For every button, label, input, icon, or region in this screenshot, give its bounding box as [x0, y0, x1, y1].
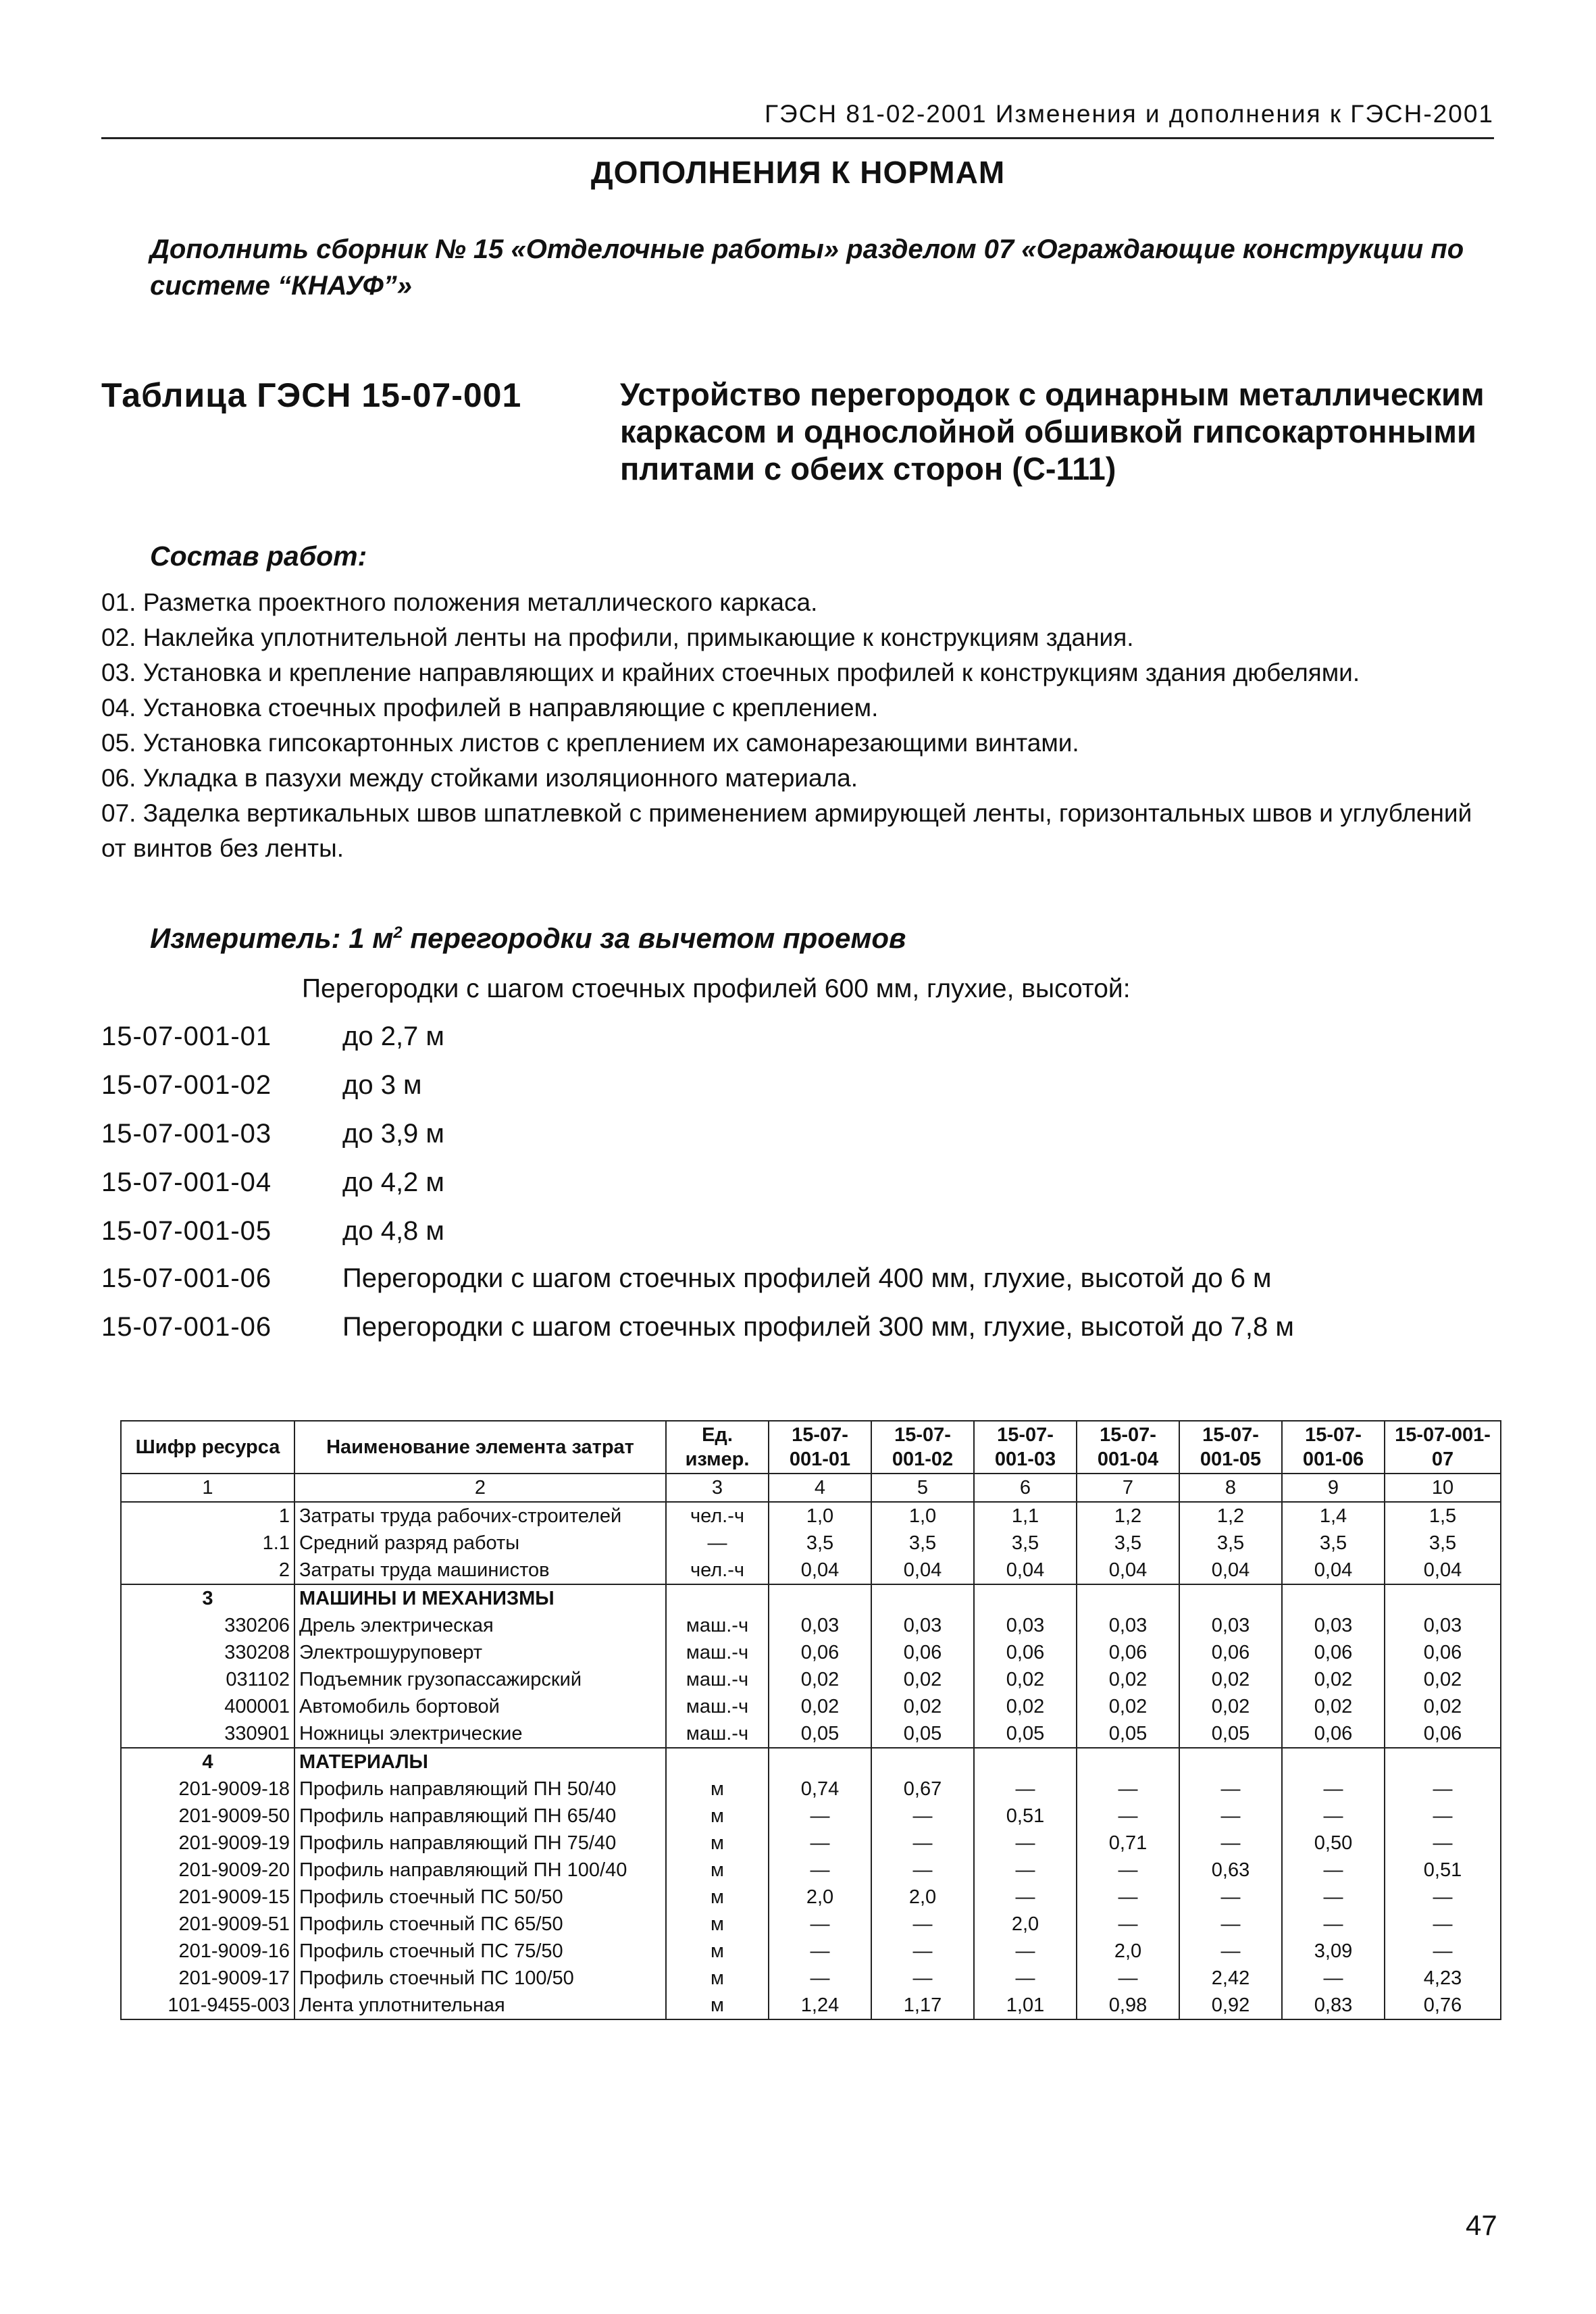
work-item: 04. Установка стоечных профилей в направляющие с креплением. [101, 694, 879, 722]
norm-value: 0,02 [974, 1666, 1077, 1693]
group-title-row [121, 1584, 1501, 1612]
norm-value: 0,04 [1385, 1557, 1501, 1584]
norm-value: 0,02 [1282, 1666, 1385, 1693]
resource-name: Профиль направляющий ПН 65/40 [294, 1803, 666, 1830]
empty-cell [1077, 1748, 1179, 1776]
resource-unit: м [666, 1911, 769, 1938]
resource-name: Профиль стоечный ПС 75/50 [294, 1938, 666, 1965]
norm-value: 0,02 [1077, 1666, 1179, 1693]
table-row [121, 1776, 1501, 1803]
norm-code: 15-07-001-02 [101, 1070, 272, 1100]
norm-value: 0,02 [871, 1666, 974, 1693]
norm-code: 15-07-001-01 [101, 1022, 272, 1051]
work-item: 03. Установка и крепление направляющих и крайних стоечных профилей к конструкциям здания дюбелями. [101, 659, 1360, 686]
norm-value: 2,42 [1179, 1965, 1282, 1992]
resource-name: Подъемник грузопассажирский [294, 1666, 666, 1693]
resource-code: 400001 [121, 1693, 294, 1720]
table-label: Таблица ГЭСН 15-07-001 [101, 376, 522, 414]
norm-value: — [1385, 1803, 1501, 1830]
norm-value: 0,63 [1179, 1857, 1282, 1884]
norm-value: — [1282, 1884, 1385, 1911]
norm-value: 3,5 [1385, 1530, 1501, 1557]
norm-code: 15-07-001-05 [101, 1216, 272, 1246]
norm-value: — [769, 1911, 871, 1938]
empty-cell [1282, 1584, 1385, 1612]
norm-value: 0,51 [974, 1803, 1077, 1830]
norm-value: 2,0 [974, 1911, 1077, 1938]
norm-value: — [1077, 1884, 1179, 1911]
norm-value: — [1179, 1803, 1282, 1830]
norm-value: — [1179, 1911, 1282, 1938]
resource-unit: маш.-ч [666, 1666, 769, 1693]
norm-value: 0,06 [769, 1639, 871, 1666]
norm-value: — [1077, 1911, 1179, 1938]
resource-unit: м [666, 1965, 769, 1992]
work-item: 05. Установка гипсокартонных листов с креплением их самонарезающими винтами. [101, 729, 1079, 757]
norm-value: — [1385, 1938, 1501, 1965]
norm-code: 15-07-001-06 [101, 1263, 272, 1293]
column-header: Наименование элемента затрат [294, 1421, 666, 1474]
resource-unit: маш.-ч [666, 1612, 769, 1639]
labor-group [121, 1502, 1501, 1584]
norm-value: 0,92 [1179, 1992, 1282, 2019]
norm-value: 3,5 [974, 1530, 1077, 1557]
table-row [121, 1938, 1501, 1965]
norm-description: до 3,9 м [342, 1119, 444, 1149]
table-row [121, 1992, 1501, 2019]
table-row [121, 1965, 1501, 1992]
norm-value: 0,05 [974, 1720, 1077, 1748]
empty-cell [1282, 1748, 1385, 1776]
empty-cell [769, 1584, 871, 1612]
norm-value: 0,06 [974, 1639, 1077, 1666]
norm-value: 0,71 [1077, 1830, 1179, 1857]
norm-value: — [871, 1938, 974, 1965]
table-row [121, 1803, 1501, 1830]
norm-value: 0,06 [1385, 1639, 1501, 1666]
norm-value: — [1282, 1911, 1385, 1938]
resource-name: Профиль направляющий ПН 75/40 [294, 1830, 666, 1857]
norm-value: 0,06 [1282, 1639, 1385, 1666]
resource-code: 201-9009-15 [121, 1884, 294, 1911]
norm-value: 0,03 [769, 1612, 871, 1639]
empty-cell [1179, 1748, 1282, 1776]
norm-code: 15-07-001-06 [101, 1312, 272, 1342]
machinery-group [121, 1584, 1501, 1748]
empty-cell [666, 1748, 769, 1776]
norm-value: 0,02 [1179, 1693, 1282, 1720]
empty-cell [1385, 1748, 1501, 1776]
norm-value: — [871, 1830, 974, 1857]
norm-value: — [1179, 1830, 1282, 1857]
resource-code: 031102 [121, 1666, 294, 1693]
table-row [121, 1884, 1501, 1911]
empty-cell [974, 1748, 1077, 1776]
norm-description: до 2,7 м [342, 1022, 444, 1051]
norm-value: 0,02 [974, 1693, 1077, 1720]
table-row [121, 1530, 1501, 1557]
norm-value: — [1179, 1884, 1282, 1911]
norm-value: 1,1 [974, 1502, 1077, 1530]
norm-value: 0,06 [1282, 1720, 1385, 1748]
table-row [121, 1693, 1501, 1720]
norm-value: — [1077, 1857, 1179, 1884]
norm-value: — [1077, 1803, 1179, 1830]
norm-value: 0,83 [1282, 1992, 1385, 2019]
norm-value: 0,04 [871, 1557, 974, 1584]
norm-value: — [1385, 1776, 1501, 1803]
column-number: 2 [294, 1474, 666, 1502]
norm-value: 3,5 [1077, 1530, 1179, 1557]
norm-value: 1,24 [769, 1992, 871, 2019]
empty-cell [666, 1584, 769, 1612]
norm-value: 0,05 [769, 1720, 871, 1748]
table-row [121, 1639, 1501, 1666]
norm-value: — [1282, 1803, 1385, 1830]
resource-unit: чел.-ч [666, 1557, 769, 1584]
norm-value: 0,06 [1179, 1639, 1282, 1666]
norm-value: 1,2 [1179, 1502, 1282, 1530]
resource-name: Лента уплотнительная [294, 1992, 666, 2019]
norm-value: 0,67 [871, 1776, 974, 1803]
table-row [121, 1557, 1501, 1584]
resource-name: Профиль направляющий ПН 50/40 [294, 1776, 666, 1803]
section-title: ДОПОЛНЕНИЯ К НОРМАМ [590, 155, 1006, 190]
resource-code: 201-9009-16 [121, 1938, 294, 1965]
norm-value: — [769, 1938, 871, 1965]
norm-value: 0,06 [1385, 1720, 1501, 1748]
resource-code: 201-9009-50 [121, 1803, 294, 1830]
column-number: 9 [1282, 1474, 1385, 1502]
norm-value: 0,03 [1179, 1612, 1282, 1639]
norm-value: 0,74 [769, 1776, 871, 1803]
column-number: 5 [871, 1474, 974, 1502]
meter-superscript: 2 [393, 924, 403, 942]
resource-name: Профиль стоечный ПС 100/50 [294, 1965, 666, 1992]
norm-value: 0,03 [1282, 1612, 1385, 1639]
column-header: Шифр ресурса [121, 1421, 294, 1474]
norm-value: 0,50 [1282, 1830, 1385, 1857]
table-row [121, 1830, 1501, 1857]
table-row [121, 1502, 1501, 1530]
norm-value: 0,03 [1077, 1612, 1179, 1639]
norm-value: — [1282, 1965, 1385, 1992]
norm-value: 0,98 [1077, 1992, 1179, 2019]
norm-value: — [1077, 1965, 1179, 1992]
resource-name: Профиль направляющий ПН 100/40 [294, 1857, 666, 1884]
norm-value: 0,04 [1179, 1557, 1282, 1584]
table-row [121, 1666, 1501, 1693]
column-number: 4 [769, 1474, 871, 1502]
norm-value: 0,03 [1385, 1612, 1501, 1639]
norm-code: 15-07-001-03 [101, 1119, 272, 1149]
norm-value: — [1077, 1776, 1179, 1803]
norm-description: до 4,8 м [342, 1216, 444, 1246]
column-header: 15-07-001-05 [1179, 1421, 1282, 1474]
norm-value: 0,03 [871, 1612, 974, 1639]
resource-code: 330901 [121, 1720, 294, 1748]
meter-line [150, 922, 906, 955]
work-item: 07. Заделка вертикальных швов шпатлевкой с применением армирующей ленты, горизонтальных швов и углублений от винтов без ленты. [101, 799, 1472, 862]
column-header: Ед. измер. [666, 1421, 769, 1474]
norm-value: 0,76 [1385, 1992, 1501, 2019]
norm-value: 0,02 [769, 1693, 871, 1720]
group-code: 4 [121, 1748, 294, 1776]
table-row [121, 1911, 1501, 1938]
column-header: 15-07-001-07 [1385, 1421, 1501, 1474]
column-header: 15-07-001-02 [871, 1421, 974, 1474]
resource-name: Затраты труда машинистов [294, 1557, 666, 1584]
group-code: 3 [121, 1584, 294, 1612]
norm-value: 0,02 [1179, 1666, 1282, 1693]
norm-value: 3,5 [871, 1530, 974, 1557]
norm-value: 2,0 [1077, 1938, 1179, 1965]
norm-value: 0,02 [1385, 1693, 1501, 1720]
norm-value: 0,06 [1077, 1639, 1179, 1666]
resource-unit: м [666, 1830, 769, 1857]
norm-value: — [871, 1803, 974, 1830]
resource-code: 330208 [121, 1639, 294, 1666]
column-header: 15-07-001-04 [1077, 1421, 1179, 1474]
resource-unit: м [666, 1776, 769, 1803]
norm-value: — [974, 1830, 1077, 1857]
resource-code: 1 [121, 1502, 294, 1530]
table-row [121, 1857, 1501, 1884]
norm-value: — [974, 1884, 1077, 1911]
empty-cell [871, 1748, 974, 1776]
norm-value: 1,2 [1077, 1502, 1179, 1530]
resource-code: 2 [121, 1557, 294, 1584]
resource-unit: — [666, 1530, 769, 1557]
resource-code: 201-9009-19 [121, 1830, 294, 1857]
norm-value: — [974, 1938, 1077, 1965]
norm-value: 4,23 [1385, 1965, 1501, 1992]
norm-value: 3,5 [1282, 1530, 1385, 1557]
materials-group [121, 1748, 1501, 2019]
norm-value: — [871, 1857, 974, 1884]
norm-value: 0,05 [871, 1720, 974, 1748]
group-title: МАШИНЫ И МЕХАНИЗМЫ [294, 1584, 666, 1612]
norm-value: 0,04 [1282, 1557, 1385, 1584]
resource-unit: м [666, 1938, 769, 1965]
norm-value: 0,02 [1077, 1693, 1179, 1720]
norm-value: 1,17 [871, 1992, 974, 2019]
norm-value: — [1179, 1938, 1282, 1965]
empty-cell [1077, 1584, 1179, 1612]
intro-paragraph: Дополнить сборник № 15 «Отделочные работы» разделом 07 «Ограждающие конструкции по системе “КНАУФ”» [150, 234, 1464, 301]
resource-name: Профиль стоечный ПС 50/50 [294, 1884, 666, 1911]
norm-value: — [769, 1830, 871, 1857]
norm-value: 0,02 [769, 1666, 871, 1693]
column-number: 1 [121, 1474, 294, 1502]
meter-prefix: Измеритель: 1 м [150, 922, 394, 954]
group-title-row [121, 1748, 1501, 1776]
norm-value: 1,0 [871, 1502, 974, 1530]
resource-name: Средний разряд работы [294, 1530, 666, 1557]
norm-value: 0,03 [974, 1612, 1077, 1639]
resource-code: 1.1 [121, 1530, 294, 1557]
resource-code: 201-9009-17 [121, 1965, 294, 1992]
norm-value: — [769, 1803, 871, 1830]
norm-value: 2,0 [769, 1884, 871, 1911]
norm-value: 0,05 [1179, 1720, 1282, 1748]
norm-value: — [769, 1965, 871, 1992]
work-item: 01. Разметка проектного положения металлического каркаса. [101, 588, 818, 616]
column-number: 8 [1179, 1474, 1282, 1502]
column-header: 15-07-001-03 [974, 1421, 1077, 1474]
column-number: 3 [666, 1474, 769, 1502]
resource-unit: м [666, 1857, 769, 1884]
resource-unit: маш.-ч [666, 1639, 769, 1666]
norm-value: 0,02 [1282, 1693, 1385, 1720]
resource-unit: маш.-ч [666, 1720, 769, 1748]
norm-value: 1,4 [1282, 1502, 1385, 1530]
norm-value: 0,04 [974, 1557, 1077, 1584]
work-item: 06. Укладка в пазухи между стойками изоляционного материала. [101, 764, 858, 792]
norm-value: 0,02 [871, 1693, 974, 1720]
norm-value: 1,5 [1385, 1502, 1501, 1530]
norm-value: 0,06 [871, 1639, 974, 1666]
work-item: 02. Наклейка уплотнительной ленты на профили, примыкающие к конструкциям здания. [101, 624, 1134, 651]
column-number-row [121, 1474, 1501, 1502]
norm-value: — [974, 1776, 1077, 1803]
resource-unit: маш.-ч [666, 1693, 769, 1720]
norm-value: 2,0 [871, 1884, 974, 1911]
resource-code: 201-9009-18 [121, 1776, 294, 1803]
group-label: Перегородки с шагом стоечных профилей 600 мм, глухие, высотой: [302, 974, 1131, 1003]
resource-code: 201-9009-20 [121, 1857, 294, 1884]
norm-value: 1,0 [769, 1502, 871, 1530]
empty-cell [1179, 1584, 1282, 1612]
norm-description: до 4,2 м [342, 1167, 444, 1197]
resource-name: Профиль стоечный ПС 65/50 [294, 1911, 666, 1938]
norm-value: 0,51 [1385, 1857, 1501, 1884]
column-number: 7 [1077, 1474, 1179, 1502]
work-list [101, 585, 1499, 866]
resource-code: 201-9009-51 [121, 1911, 294, 1938]
running-header [101, 100, 1494, 139]
norm-value: — [974, 1965, 1077, 1992]
norm-value: 0,02 [1385, 1666, 1501, 1693]
norm-value: 0,05 [1077, 1720, 1179, 1748]
group-title: МАТЕРИАЛЫ [294, 1748, 666, 1776]
norm-value: — [871, 1911, 974, 1938]
cost-table [120, 1420, 1501, 2020]
resource-unit: м [666, 1992, 769, 2019]
norm-value: — [871, 1965, 974, 1992]
norm-value: — [1385, 1911, 1501, 1938]
column-header: 15-07-001-01 [769, 1421, 871, 1474]
norm-value: 3,5 [769, 1530, 871, 1557]
table-caption: Устройство перегородок с одинарным металлическим каркасом и однослойной обшивкой гипсокартонными плитами с обеих сторон (С-111) [620, 376, 1485, 486]
norm-description: Перегородки с шагом стоечных профилей 400 мм, глухие, высотой до 6 м [342, 1263, 1272, 1293]
resource-unit: м [666, 1884, 769, 1911]
norm-description: до 3 м [342, 1070, 422, 1100]
norm-value: — [1385, 1884, 1501, 1911]
column-number: 6 [974, 1474, 1077, 1502]
norm-code: 15-07-001-04 [101, 1167, 272, 1197]
norm-value: 0,04 [769, 1557, 871, 1584]
norm-value: 1,01 [974, 1992, 1077, 2019]
composition-heading: Состав работ: [150, 540, 367, 572]
empty-cell [769, 1748, 871, 1776]
norm-value: 0,04 [1077, 1557, 1179, 1584]
empty-cell [974, 1584, 1077, 1612]
column-number: 10 [1385, 1474, 1501, 1502]
resource-name: Ножницы электрические [294, 1720, 666, 1748]
norm-value: — [1282, 1857, 1385, 1884]
norm-value: — [1385, 1830, 1501, 1857]
resource-unit: чел.-ч [666, 1502, 769, 1530]
resource-unit: м [666, 1803, 769, 1830]
table-row [121, 1720, 1501, 1748]
norm-value: — [1282, 1776, 1385, 1803]
empty-cell [871, 1584, 974, 1612]
meter-suffix: перегородки за вычетом проемов [402, 922, 906, 954]
empty-cell [1385, 1584, 1501, 1612]
table-row [121, 1612, 1501, 1639]
resource-name: Автомобиль бортовой [294, 1693, 666, 1720]
norm-value: — [769, 1857, 871, 1884]
resource-name: Затраты труда рабочих-строителей [294, 1502, 666, 1530]
norm-value: 3,5 [1179, 1530, 1282, 1557]
norm-description: Перегородки с шагом стоечных профилей 300 мм, глухие, высотой до 7,8 м [342, 1312, 1294, 1342]
resource-code: 330206 [121, 1612, 294, 1639]
resource-code: 101-9455-003 [121, 1992, 294, 2019]
page-number: 47 [1466, 2209, 1497, 2241]
norm-value: — [974, 1857, 1077, 1884]
table-header-row [121, 1421, 1501, 1474]
resource-name: Электрошуруповерт [294, 1639, 666, 1666]
norm-value: 3,09 [1282, 1938, 1385, 1965]
norm-value: — [1179, 1776, 1282, 1803]
running-header-title: ГЭСН 81-02-2001 Изменения и дополнения к ГЭСН-2001 [765, 100, 1494, 128]
resource-name: Дрель электрическая [294, 1612, 666, 1639]
column-header: 15-07-001-06 [1282, 1421, 1385, 1474]
